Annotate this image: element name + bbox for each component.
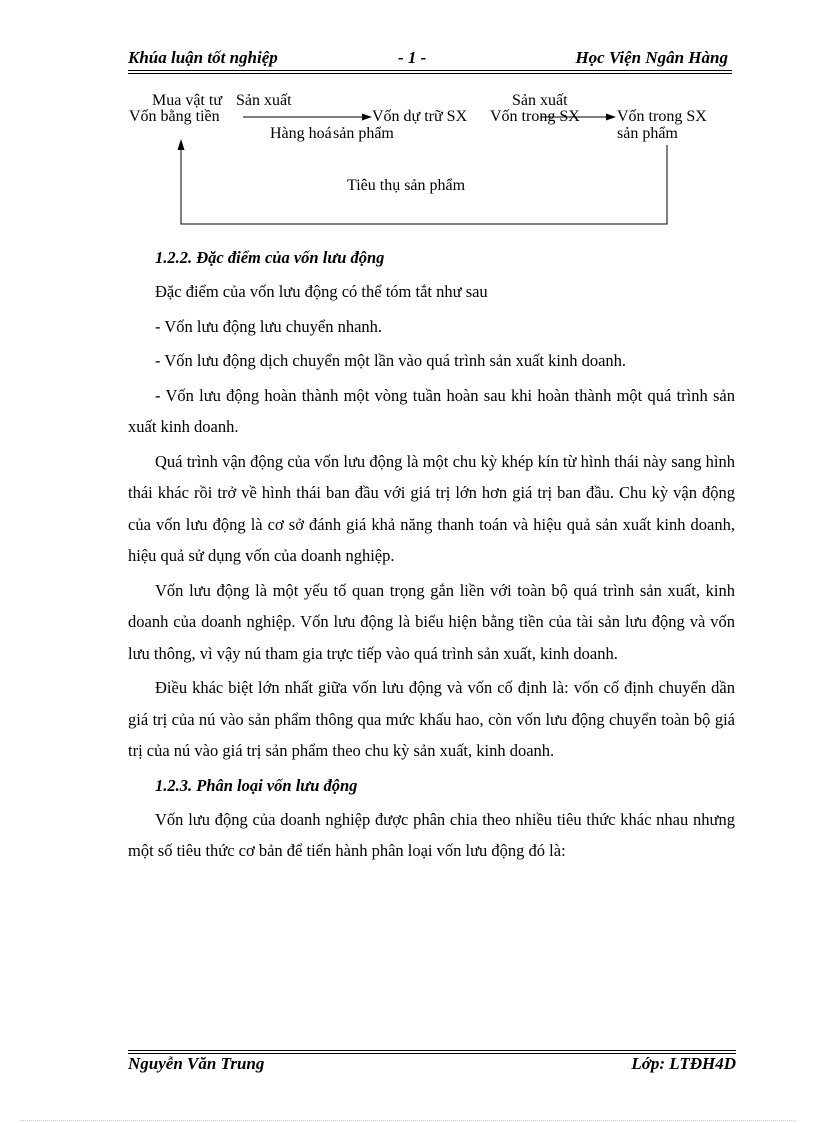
paragraph-difference-fixed-capital: Điều khác biệt lớn nhất giữa vốn lưu động và vốn cố định là: vốn cố định chuyển dần giá trị của nú vào sản phẩm thông qua mức khấu hao, còn vốn lưu động chuyển toàn bộ giá trị của nú vào giá trị sản phẩm theo chu kỳ sản xuất, kinh doanh.: [128, 678, 735, 760]
bullet-single-transfer: - Vốn lưu động dịch chuyển một lần vào quá trình sản xuất kinh doanh.: [155, 351, 627, 370]
footer-class: Lớp: LTĐH4D: [631, 1054, 736, 1073]
label-von-trong-sx-struck: Vốn trong SX: [490, 108, 580, 125]
paragraph-classification: Vốn lưu động của doanh nghiệp được phân chia theo nhiều tiêu thức khác nhau nhưng một số tiêu thức cơ bản để tiến hành phân loại vốn lưu động đó là:: [128, 809, 735, 860]
arrow-head-1: [362, 114, 372, 121]
label-tieu-thu-san-pham: Tiêu thụ sản phẩm: [347, 177, 466, 194]
capital-cycle-diagram: [0, 88, 816, 238]
label-von-bang-tien: Vốn bằng tiền: [129, 108, 220, 125]
page-footer: [128, 1054, 736, 1078]
label-mua-vat-tu: Mua vật tư: [152, 92, 222, 109]
document-body: [128, 242, 735, 870]
heading-1-2-2: 1.2.2. Đặc điểm của vốn lưu động: [155, 248, 385, 267]
label-von-du-tru: Vốn dự trữ SX: [372, 108, 468, 125]
header-rule-bottom: [128, 73, 732, 74]
return-arrow-head: [178, 139, 185, 150]
label-san-xuat-2: Sản xuất: [512, 92, 568, 109]
label-san-pham-2: sản phẩm: [617, 125, 678, 142]
label-san-pham-1: sản phẩm: [333, 125, 394, 142]
paragraph-circulation-process: Quá trình vận động của vốn lưu động là một chu kỳ khép kín từ hình thái này sang hình thái khác rồi trở về hình thái ban đầu với giá trị lớn hơn giá trị ban đầu. Chu kỳ vận động của vốn lưu động là cơ sở đánh giá khả năng thanh toán và hiệu quả sản xuất kinh doanh, hiệu quả sử dụng vốn của doanh nghiệp.: [128, 451, 735, 565]
header-institution: Học Viện Ngân Hàng: [575, 48, 728, 67]
footer-rule-top: [128, 1050, 736, 1051]
paragraph-intro: Đặc điểm của vốn lưu động có thể tóm tắt như sau: [155, 282, 488, 301]
paragraph-working-capital-role: Vốn lưu động là một yếu tố quan trọng gắn liền với toàn bộ quá trình sản xuất, kinh doanh của doanh nghiệp. Vốn lưu động là biểu hiện bằng tiền của tài sản lưu động và vốn lưu thông, vì vậy nú tham gia trực tiếp vào quá trình sản xuất, kinh doanh.: [128, 580, 735, 663]
bullet-fast-circulation: - Vốn lưu động lưu chuyển nhanh.: [155, 316, 383, 336]
page-header: [128, 48, 732, 72]
header-rule-top: [128, 70, 732, 71]
label-san-xuat-1: Sản xuất: [236, 92, 292, 109]
heading-1-2-3: 1.2.3. Phân loại vốn lưu động: [155, 775, 358, 795]
label-hang-hoa: Hàng hoá: [270, 125, 332, 142]
header-page-number: - 1 -: [398, 48, 427, 67]
label-von-trong-sx: Vốn trong SX: [617, 108, 707, 125]
header-thesis-title: Khúa luận tốt nghiệp: [128, 48, 278, 67]
footer-author: Nguyễn Văn Trung: [128, 1054, 265, 1073]
bullet-complete-cycle: - Vốn lưu động hoàn thành một vòng tuần hoàn sau khi hoàn thành một quá trình sản xuất kinh doanh.: [128, 385, 735, 436]
page-edge-line: [20, 1120, 796, 1121]
arrow-head-2: [606, 114, 616, 121]
